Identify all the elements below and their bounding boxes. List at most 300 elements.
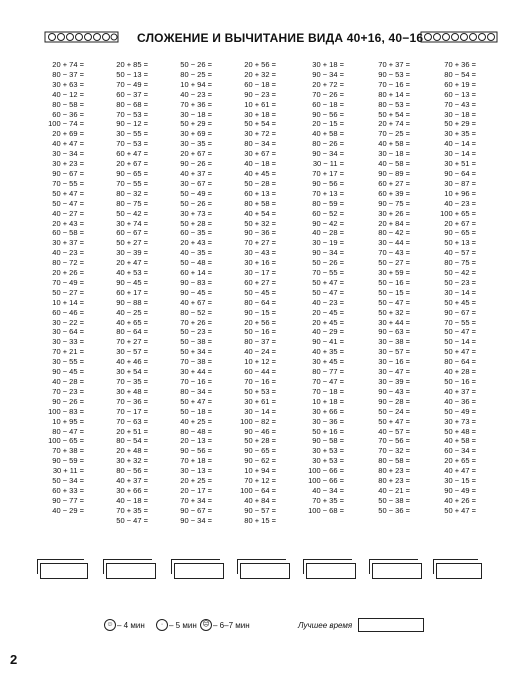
exercise-item: 30 + 44 = — [378, 317, 410, 327]
exercise-item: 60 − 67 = — [116, 228, 148, 238]
page-title: СЛОЖЕНИЕ И ВЫЧИТАНИЕ ВИДА 40+16, 40−16 — [137, 31, 424, 45]
exercise-item: 20 + 67 = — [180, 149, 212, 159]
exercise-item: 50 + 29 = — [444, 119, 476, 129]
exercise-item: 30 + 32 = — [116, 456, 148, 466]
exercise-item: 70 + 38 = — [52, 446, 84, 456]
exercise-item: 30 + 18 = — [244, 109, 276, 119]
exercise-item: 30 − 19 = — [312, 238, 344, 248]
exercise-item: 90 − 58 = — [312, 436, 344, 446]
exercise-item: 50 + 47 = — [180, 396, 212, 406]
exercise-item: 80 − 25 = — [180, 69, 212, 79]
exercise-item: 80 − 52 = — [180, 307, 212, 317]
exercise-item: 40 + 47 = — [52, 139, 84, 149]
exercise-item: 30 + 18 = — [312, 60, 344, 69]
exercise-item: 90 − 45 = — [116, 277, 148, 287]
exercise-item: 10 + 96 = — [444, 188, 476, 198]
exercise-item: 60 − 13 = — [444, 89, 476, 99]
exercise-item: 50 − 45 = — [244, 287, 276, 297]
exercise-item: 10 + 94 = — [180, 79, 212, 89]
exercise-item: 80 − 68 = — [116, 99, 148, 109]
exercise-column — [208, 60, 276, 526]
exercise-item: 70 + 36 = — [180, 99, 212, 109]
exercise-item: 50 − 38 = — [378, 495, 410, 505]
exercise-item: 30 − 64 = — [52, 327, 84, 337]
exercise-item: 30 − 67 = — [180, 178, 212, 188]
exercise-item: 70 + 27 = — [244, 238, 276, 248]
exercise-item: 50 − 47 = — [52, 198, 84, 208]
exercise-item: 90 − 63 = — [378, 327, 410, 337]
exercise-item: 10 + 18 = — [312, 396, 344, 406]
exercise-item: 60 − 36 = — [52, 109, 84, 119]
time-box[interactable] — [174, 563, 224, 579]
exercise-item: 80 − 58 = — [52, 99, 84, 109]
exercise-item: 60 − 18 = — [244, 79, 276, 89]
exercise-item: 80 − 64 = — [444, 357, 476, 367]
ornament-left — [44, 29, 119, 45]
exercise-item: 70 − 16 = — [244, 377, 276, 386]
exercise-item: 80 − 42 = — [378, 228, 410, 238]
exercise-item: 90 − 34 = — [312, 149, 344, 159]
exercise-item: 20 + 69 = — [52, 129, 84, 139]
exercise-item: 30 + 72 = — [244, 129, 276, 139]
exercise-item: 30 − 22 = — [52, 317, 84, 327]
exercise-item: 50 + 47 = — [444, 347, 476, 357]
exercise-grid — [16, 60, 496, 615]
exercise-item: 80 − 37 = — [244, 337, 276, 347]
exercise-item: 50 − 26 = — [312, 258, 344, 268]
exercise-item: 50 − 18 = — [180, 406, 212, 416]
time-box[interactable] — [240, 563, 290, 579]
legend-time-1: – 4 мин — [117, 621, 145, 630]
exercise-item: 80 + 58 = — [244, 198, 276, 208]
exercise-item: 40 + 58 = — [444, 436, 476, 446]
exercise-item: 50 − 28 = — [244, 178, 276, 188]
exercise-item: 50 − 47 = — [116, 515, 148, 525]
exercise-item: 30 + 67 = — [244, 149, 276, 159]
exercise-item: 30 + 73 = — [180, 208, 212, 218]
exercise-item: 70 − 56 = — [378, 436, 410, 446]
exercise-item: 30 + 73 = — [444, 416, 476, 426]
exercise-item: 20 + 84 = — [378, 218, 410, 228]
exercise-item: 70 − 49 = — [52, 277, 84, 287]
exercise-item: 50 − 36 = — [378, 505, 410, 515]
exercise-column — [342, 60, 410, 516]
exercise-item: 70 − 53 = — [116, 139, 148, 149]
exercise-item: 40 + 53 = — [116, 268, 148, 278]
exercise-item: 90 − 77 = — [52, 495, 84, 505]
exercise-item: 80 − 32 = — [116, 188, 148, 198]
exercise-item: 100 − 64 = — [240, 485, 276, 495]
exercise-item: 80 − 47 = — [52, 426, 84, 436]
exercise-item: 30 + 11 = — [52, 466, 84, 476]
exercise-item: 50 − 27 = — [378, 258, 410, 268]
smile-face-icon: ☺ — [104, 619, 116, 631]
exercise-item: 50 − 16 = — [244, 327, 276, 337]
exercise-item: 90 − 15 = — [244, 307, 276, 317]
exercise-item: 90 − 56 = — [312, 178, 344, 188]
exercise-item: 30 − 11 = — [312, 159, 344, 169]
exercise-item: 90 − 45 = — [52, 367, 84, 377]
exercise-item: 90 − 43 = — [378, 386, 410, 396]
exercise-item: 90 − 65 = — [444, 228, 476, 238]
exercise-item: 30 + 66 = — [116, 485, 148, 495]
exercise-item: 40 − 12 = — [52, 89, 84, 99]
exercise-item: 80 + 14 = — [378, 89, 410, 99]
exercise-item: 90 − 89 = — [378, 168, 410, 178]
exercise-item: 70 + 17 = — [312, 168, 344, 178]
exercise-item: 80 − 72 = — [52, 258, 84, 268]
exercise-item: 20 − 17 = — [180, 485, 212, 495]
exercise-item: 40 − 29 = — [52, 505, 84, 515]
exercise-item: 90 − 34 = — [312, 248, 344, 258]
exercise-item: 50 − 42 = — [116, 208, 148, 218]
exercise-item: 40 + 37 = — [444, 386, 476, 396]
exercise-item: 40 − 14 = — [444, 139, 476, 149]
exercise-column — [276, 60, 344, 516]
exercise-item: 80 − 77 = — [312, 367, 344, 377]
exercise-item: 90 − 75 = — [378, 198, 410, 208]
exercise-item: 90 − 65 = — [244, 446, 276, 456]
exercise-item: 30 − 55 = — [116, 129, 148, 139]
exercise-item: 80 + 23 = — [378, 466, 410, 476]
exercise-item: 60 + 47 = — [116, 149, 148, 159]
exercise-item: 90 − 36 = — [244, 228, 276, 238]
exercise-item: 90 − 45 = — [180, 287, 212, 297]
exercise-item: 90 − 42 = — [312, 218, 344, 228]
exercise-item: 70 − 38 = — [180, 357, 212, 367]
exercise-item: 30 − 38 = — [378, 337, 410, 347]
exercise-item: 50 + 28 = — [244, 436, 276, 446]
exercise-item: 30 − 18 = — [378, 149, 410, 159]
exercise-item: 60 + 27 = — [244, 277, 276, 287]
exercise-item: 40 − 28 = — [52, 377, 84, 386]
exercise-item: 40 − 25 = — [116, 307, 148, 317]
exercise-item: 70 + 35 = — [116, 505, 148, 515]
best-time-label: Лучшее время — [298, 621, 353, 630]
exercise-item: 90 − 64 = — [444, 168, 476, 178]
exercise-item: 50 + 47 = — [52, 188, 84, 198]
exercise-item: 30 − 17 = — [244, 268, 276, 278]
exercise-item: 40 + 67 = — [180, 297, 212, 307]
exercise-item: 20 + 56 = — [244, 317, 276, 327]
exercise-item: 70 − 26 = — [312, 89, 344, 99]
exercise-item: 30 − 16 = — [378, 357, 410, 367]
exercise-item: 10 + 95 = — [52, 416, 84, 426]
exercise-item: 40 − 58 = — [378, 159, 410, 169]
exercise-column — [16, 60, 84, 516]
exercise-item: 50 + 32 = — [378, 307, 410, 317]
exercise-item: 50 + 28 = — [180, 218, 212, 228]
exercise-item: 80 + 15 = — [244, 515, 276, 525]
exercise-item: 30 + 35 = — [444, 129, 476, 139]
exercise-item: 60 + 19 = — [444, 79, 476, 89]
exercise-item: 30 − 39 = — [116, 248, 148, 258]
exercise-item: 40 − 57 = — [378, 426, 410, 436]
exercise-item: 50 + 16 = — [312, 426, 344, 436]
exercise-item: 30 − 35 = — [180, 139, 212, 149]
exercise-item: 20 − 13 = — [180, 436, 212, 446]
exercise-item: 30 − 14 = — [444, 287, 476, 297]
exercise-item: 50 − 47 = — [312, 287, 344, 297]
exercise-item: 70 − 17 = — [116, 406, 148, 416]
exercise-item: 30 − 57 = — [378, 347, 410, 357]
exercise-item: 50 − 49 = — [180, 188, 212, 198]
exercise-item: 40 − 24 = — [244, 347, 276, 357]
time-box[interactable] — [306, 563, 356, 579]
exercise-item: 60 + 33 = — [52, 485, 84, 495]
exercise-item: 20 + 32 = — [244, 69, 276, 79]
best-time-box[interactable] — [358, 618, 424, 632]
exercise-item: 50 − 26 = — [180, 60, 212, 69]
exercise-item: 80 − 54 = — [444, 69, 476, 79]
exercise-item: 80 − 64 = — [116, 327, 148, 337]
header — [0, 27, 515, 49]
exercise-item: 90 − 67 = — [180, 505, 212, 515]
exercise-item: 50 − 16 = — [444, 377, 476, 386]
exercise-item: 30 − 39 = — [378, 377, 410, 386]
exercise-item: 10 + 12 = — [244, 357, 276, 367]
exercise-item: 30 − 34 = — [52, 149, 84, 159]
exercise-item: 30 − 15 = — [444, 476, 476, 486]
exercise-item: 50 − 38 = — [180, 337, 212, 347]
exercise-item: 60 − 18 = — [312, 99, 344, 109]
exercise-item: 40 + 35 = — [312, 347, 344, 357]
exercise-item: 70 − 55 = — [444, 317, 476, 327]
exercise-item: 30 − 33 = — [52, 337, 84, 347]
exercise-item: 90 − 83 = — [180, 277, 212, 287]
exercise-item: 20 + 45 = — [312, 317, 344, 327]
exercise-item: 60 − 44 = — [244, 367, 276, 377]
exercise-item: 20 + 74 = — [52, 60, 84, 69]
exercise-item: 70 − 55 = — [312, 268, 344, 278]
exercise-item: 30 − 44 = — [378, 238, 410, 248]
exercise-item: 40 − 21 = — [378, 485, 410, 495]
exercise-item: 40 + 65 = — [116, 317, 148, 327]
exercise-item: 80 − 53 = — [378, 99, 410, 109]
exercise-item: 40 + 58 = — [312, 129, 344, 139]
exercise-item: 70 + 18 = — [180, 456, 212, 466]
exercise-item: 60 + 27 = — [378, 178, 410, 188]
exercise-item: 40 − 57 = — [444, 248, 476, 258]
exercise-item: 40 − 27 = — [52, 208, 84, 218]
exercise-item: 30 − 14 = — [244, 406, 276, 416]
exercise-item: 100 − 74 = — [48, 119, 84, 129]
legend-time-2: – 5 мин — [169, 621, 197, 630]
exercise-item: 40 + 58 = — [378, 139, 410, 149]
exercise-item: 70 + 13 = — [312, 188, 344, 198]
exercise-item: 60 − 37 = — [116, 89, 148, 99]
exercise-item: 30 + 53 = — [312, 456, 344, 466]
exercise-item: 50 + 13 = — [444, 238, 476, 248]
exercise-item: 30 + 23 = — [52, 159, 84, 169]
exercise-item: 20 + 65 = — [444, 456, 476, 466]
exercise-item: 70 − 43 = — [378, 248, 410, 258]
exercise-item: 70 − 63 = — [116, 416, 148, 426]
exercise-item: 30 + 48 = — [116, 386, 148, 396]
exercise-item: 40 − 23 = — [180, 89, 212, 99]
exercise-item: 40 − 35 = — [180, 248, 212, 258]
exercise-item: 70 − 49 = — [116, 79, 148, 89]
exercise-item: 70 − 53 = — [116, 109, 148, 119]
exercise-item: 30 + 63 = — [52, 79, 84, 89]
exercise-item: 70 + 37 = — [378, 60, 410, 69]
exercise-item: 30 − 43 = — [244, 248, 276, 258]
exercise-item: 90 − 26 = — [52, 396, 84, 406]
exercise-item: 20 + 48 = — [116, 446, 148, 456]
exercise-column — [80, 60, 148, 526]
exercise-item: 30 − 14 = — [444, 149, 476, 159]
exercise-item: 50 + 32 = — [244, 218, 276, 228]
exercise-item: 50 − 16 = — [378, 277, 410, 287]
time-box[interactable] — [40, 563, 88, 579]
exercise-item: 70 + 26 = — [180, 317, 212, 327]
exercise-item: 40 + 25 = — [180, 416, 212, 426]
exercise-item: 40 + 84 = — [244, 495, 276, 505]
sad-face-icon: ☹ — [200, 619, 212, 631]
exercise-item: 20 + 67 = — [444, 218, 476, 228]
legend-time-3: – 6–7 мин — [213, 621, 250, 630]
exercise-item: 50 + 48 = — [444, 426, 476, 436]
exercise-item: 90 − 65 = — [116, 168, 148, 178]
exercise-item: 50 − 14 = — [444, 337, 476, 347]
exercise-item: 30 + 51 = — [444, 159, 476, 169]
exercise-item: 70 − 32 = — [378, 446, 410, 456]
exercise-item: 70 − 16 = — [180, 377, 212, 386]
exercise-item: 50 − 27 = — [52, 287, 84, 297]
exercise-item: 40 − 18 = — [244, 159, 276, 169]
exercise-item: 60 + 13 = — [244, 188, 276, 198]
exercise-item: 80 − 56 = — [116, 466, 148, 476]
exercise-item: 40 − 34 = — [312, 485, 344, 495]
exercise-item: 30 + 53 = — [312, 446, 344, 456]
exercise-item: 40 − 28 = — [312, 228, 344, 238]
exercise-item: 70 − 36 = — [116, 396, 148, 406]
exercise-item: 40 + 37 = — [180, 168, 212, 178]
exercise-item: 60 − 52 = — [312, 208, 344, 218]
exercise-item: 80 − 34 = — [180, 386, 212, 396]
exercise-item: 80 − 26 = — [312, 139, 344, 149]
exercise-item: 70 − 55 = — [52, 178, 84, 188]
exercise-item: 60 − 58 = — [52, 228, 84, 238]
exercise-item: 100 − 68 = — [308, 505, 344, 515]
exercise-item: 20 + 72 = — [312, 79, 344, 89]
exercise-item: 30 + 44 = — [180, 367, 212, 377]
exercise-item: 30 + 16 = — [244, 258, 276, 268]
neutral-face-icon: · — [156, 619, 168, 631]
exercise-item: 50 + 45 = — [444, 297, 476, 307]
exercise-item: 40 − 36 = — [444, 396, 476, 406]
exercise-item: 30 − 13 = — [180, 466, 212, 476]
exercise-item: 50 − 15 = — [378, 287, 410, 297]
exercise-item: 80 + 23 = — [378, 476, 410, 486]
exercise-item: 80 − 34 = — [244, 139, 276, 149]
exercise-item: 70 + 12 = — [244, 476, 276, 486]
exercise-item: 70 + 34 = — [180, 495, 212, 505]
exercise-item: 60 − 34 = — [444, 446, 476, 456]
exercise-column — [408, 60, 476, 516]
exercise-item: 90 − 53 = — [378, 69, 410, 79]
exercise-item: 90 − 88 = — [116, 297, 148, 307]
exercise-item: 50 − 23 = — [444, 277, 476, 287]
exercise-item: 90 − 56 = — [312, 109, 344, 119]
exercise-item: 90 − 46 = — [244, 426, 276, 436]
exercise-item: 30 + 74 = — [116, 218, 148, 228]
exercise-item: 70 − 35 = — [116, 377, 148, 386]
exercise-item: 30 + 26 = — [378, 208, 410, 218]
exercise-item: 30 + 59 = — [378, 268, 410, 278]
exercise-item: 70 + 21 = — [52, 347, 84, 357]
exercise-item: 60 + 17 = — [116, 287, 148, 297]
exercise-item: 10 + 94 = — [244, 466, 276, 476]
exercise-item: 10 + 14 = — [52, 297, 84, 307]
exercise-item: 50 − 26 = — [180, 198, 212, 208]
ornament-right — [420, 29, 498, 45]
exercise-item: 20 + 51 = — [116, 426, 148, 436]
exercise-item: 30 + 61 = — [244, 396, 276, 406]
exercise-item: 70 + 35 = — [312, 495, 344, 505]
exercise-item: 70 − 25 = — [378, 129, 410, 139]
exercise-item: 90 − 62 = — [244, 456, 276, 466]
exercise-item: 30 − 55 = — [52, 357, 84, 367]
exercise-item: 70 − 43 = — [444, 99, 476, 109]
exercise-item: 70 − 23 = — [52, 386, 84, 396]
exercise-item: 60 + 39 = — [378, 188, 410, 198]
exercise-item: 40 + 54 = — [244, 208, 276, 218]
exercise-item: 80 − 64 = — [244, 297, 276, 307]
exercise-item: 40 + 26 = — [444, 495, 476, 505]
exercise-item: 40 − 29 = — [312, 327, 344, 337]
exercise-item: 80 − 37 = — [52, 69, 84, 79]
exercise-item: 30 − 36 = — [312, 416, 344, 426]
exercise-item: 50 + 27 = — [116, 238, 148, 248]
exercise-column — [144, 60, 212, 526]
exercise-item: 80 − 54 = — [116, 436, 148, 446]
exercise-item: 80 − 75 = — [444, 258, 476, 268]
exercise-item: 20 + 74 = — [378, 119, 410, 129]
time-box[interactable] — [106, 563, 156, 579]
exercise-item: 90 − 59 = — [52, 456, 84, 466]
exercise-item: 50 + 34 = — [180, 347, 212, 357]
exercise-item: 30 + 66 = — [312, 406, 344, 416]
exercise-item: 90 − 28 = — [378, 396, 410, 406]
exercise-item: 10 + 61 = — [244, 99, 276, 109]
exercise-item: 30 + 37 = — [52, 238, 84, 248]
exercise-item: 100 − 66 = — [308, 466, 344, 476]
time-box[interactable] — [436, 563, 482, 579]
exercise-item: 50 + 47 = — [312, 277, 344, 287]
exercise-item: 50 + 53 = — [244, 386, 276, 396]
exercise-item: 40 + 45 = — [244, 168, 276, 178]
exercise-item: 50 − 49 = — [444, 406, 476, 416]
exercise-item: 50 − 23 = — [180, 327, 212, 337]
exercise-item: 50 + 54 = — [378, 109, 410, 119]
exercise-item: 60 − 35 = — [180, 228, 212, 238]
time-box[interactable] — [372, 563, 422, 579]
exercise-item: 80 − 58 = — [378, 456, 410, 466]
exercise-item: 40 + 46 = — [116, 357, 148, 367]
exercise-item: 20 + 43 = — [180, 238, 212, 248]
exercise-item: 40 − 23 = — [444, 198, 476, 208]
exercise-item: 40 − 23 = — [52, 248, 84, 258]
exercise-item: 50 + 29 = — [180, 119, 212, 129]
exercise-item: 20 + 85 = — [116, 60, 148, 69]
exercise-item: 90 − 34 = — [312, 69, 344, 79]
exercise-item: 80 − 59 = — [312, 198, 344, 208]
exercise-item: 30 + 45 = — [312, 357, 344, 367]
time-legend — [0, 617, 515, 637]
exercise-item: 90 − 67 = — [52, 168, 84, 178]
exercise-item: 90 − 34 = — [180, 515, 212, 525]
